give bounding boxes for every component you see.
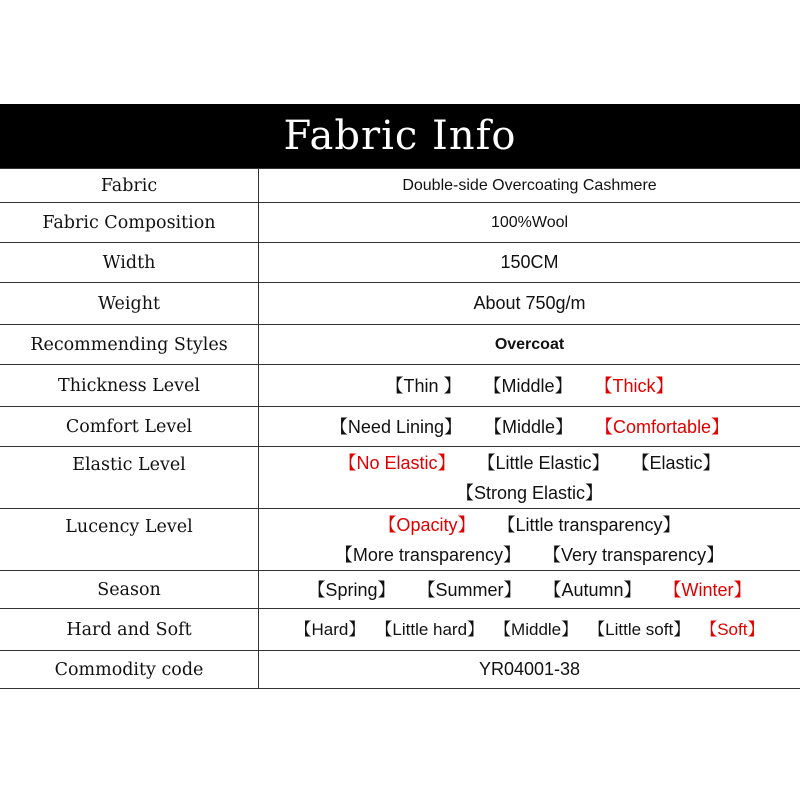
label-elastic-level: Elastic Level bbox=[0, 447, 259, 508]
fabric-info-title: Fabric Info bbox=[0, 104, 800, 168]
value-comfort-level bbox=[259, 407, 800, 446]
label-thickness-level: Thickness Level bbox=[0, 365, 259, 406]
option-comfortable-selected: 【Comfortable】 bbox=[595, 416, 730, 437]
value-commodity-code: YR04001-38 bbox=[478, 659, 581, 679]
option-little-transparency: 【Little transparency】 bbox=[497, 514, 681, 535]
option-no-elastic-selected: 【No Elastic】 bbox=[338, 452, 456, 473]
value-elastic-level bbox=[259, 447, 800, 508]
label-fabric: Fabric bbox=[0, 169, 259, 202]
value-fabric-composition: 100%Wool bbox=[490, 213, 569, 231]
value-thickness-level bbox=[259, 365, 800, 406]
value-lucency-level bbox=[259, 509, 800, 570]
option-middle: 【Middle】 bbox=[484, 416, 574, 437]
label-lucency-level: Lucency Level bbox=[0, 509, 259, 570]
value-fabric: Double-side Overcoating Cashmere bbox=[402, 176, 657, 194]
label-fabric-composition: Fabric Composition bbox=[0, 203, 259, 242]
option-middle: 【Middle】 bbox=[494, 619, 579, 639]
table-row-weight bbox=[0, 283, 800, 325]
option-soft-selected: 【Soft】 bbox=[700, 619, 765, 639]
value-recommending-styles: Overcoat bbox=[494, 335, 565, 353]
option-need-lining: 【Need Lining】 bbox=[329, 416, 462, 437]
option-hard: 【Hard】 bbox=[294, 619, 366, 639]
label-comfort-level: Comfort Level bbox=[0, 407, 259, 446]
value-width: 150CM bbox=[500, 252, 559, 272]
option-more-transparency: 【More transparency】 bbox=[334, 544, 521, 565]
value-weight: About 750g/m bbox=[473, 293, 586, 313]
table-row-comfort-level bbox=[0, 407, 800, 447]
fabric-info-table bbox=[0, 168, 800, 689]
value-season bbox=[259, 571, 800, 608]
option-little-hard: 【Little hard】 bbox=[375, 619, 485, 639]
value-hard-and-soft bbox=[259, 609, 800, 650]
table-row-elastic-level bbox=[0, 447, 800, 509]
option-opacity-selected: 【Opacity】 bbox=[378, 514, 476, 535]
option-elastic: 【Elastic】 bbox=[631, 452, 721, 473]
option-spring: 【Spring】 bbox=[307, 579, 396, 600]
label-weight: Weight bbox=[0, 283, 259, 324]
label-season: Season bbox=[0, 571, 259, 608]
option-autumn: 【Autumn】 bbox=[543, 579, 642, 600]
table-row-lucency-level bbox=[0, 509, 800, 571]
option-very-transparency: 【Very transparency】 bbox=[543, 544, 725, 565]
label-width: Width bbox=[0, 243, 259, 282]
option-thin: 【Thin 】 bbox=[385, 375, 462, 396]
label-recommending-styles: Recommending Styles bbox=[0, 325, 259, 364]
option-strong-elastic: 【Strong Elastic】 bbox=[455, 482, 604, 503]
option-little-soft: 【Little soft】 bbox=[588, 619, 691, 639]
option-summer: 【Summer】 bbox=[417, 579, 522, 600]
option-middle: 【Middle】 bbox=[483, 375, 573, 396]
table-row-thickness-level bbox=[0, 365, 800, 407]
table-row-width bbox=[0, 243, 800, 283]
label-commodity-code: Commodity code bbox=[0, 651, 259, 688]
table-row-fabric-composition bbox=[0, 203, 800, 243]
option-thick-selected: 【Thick】 bbox=[594, 375, 674, 396]
table-row-recommending-styles bbox=[0, 325, 800, 365]
option-little-elastic: 【Little Elastic】 bbox=[477, 452, 610, 473]
table-row-season bbox=[0, 571, 800, 609]
table-row-commodity-code bbox=[0, 651, 800, 689]
label-hard-and-soft: Hard and Soft bbox=[0, 609, 259, 650]
table-row-fabric bbox=[0, 169, 800, 203]
option-winter-selected: 【Winter】 bbox=[663, 579, 752, 600]
table-row-hard-and-soft bbox=[0, 609, 800, 651]
